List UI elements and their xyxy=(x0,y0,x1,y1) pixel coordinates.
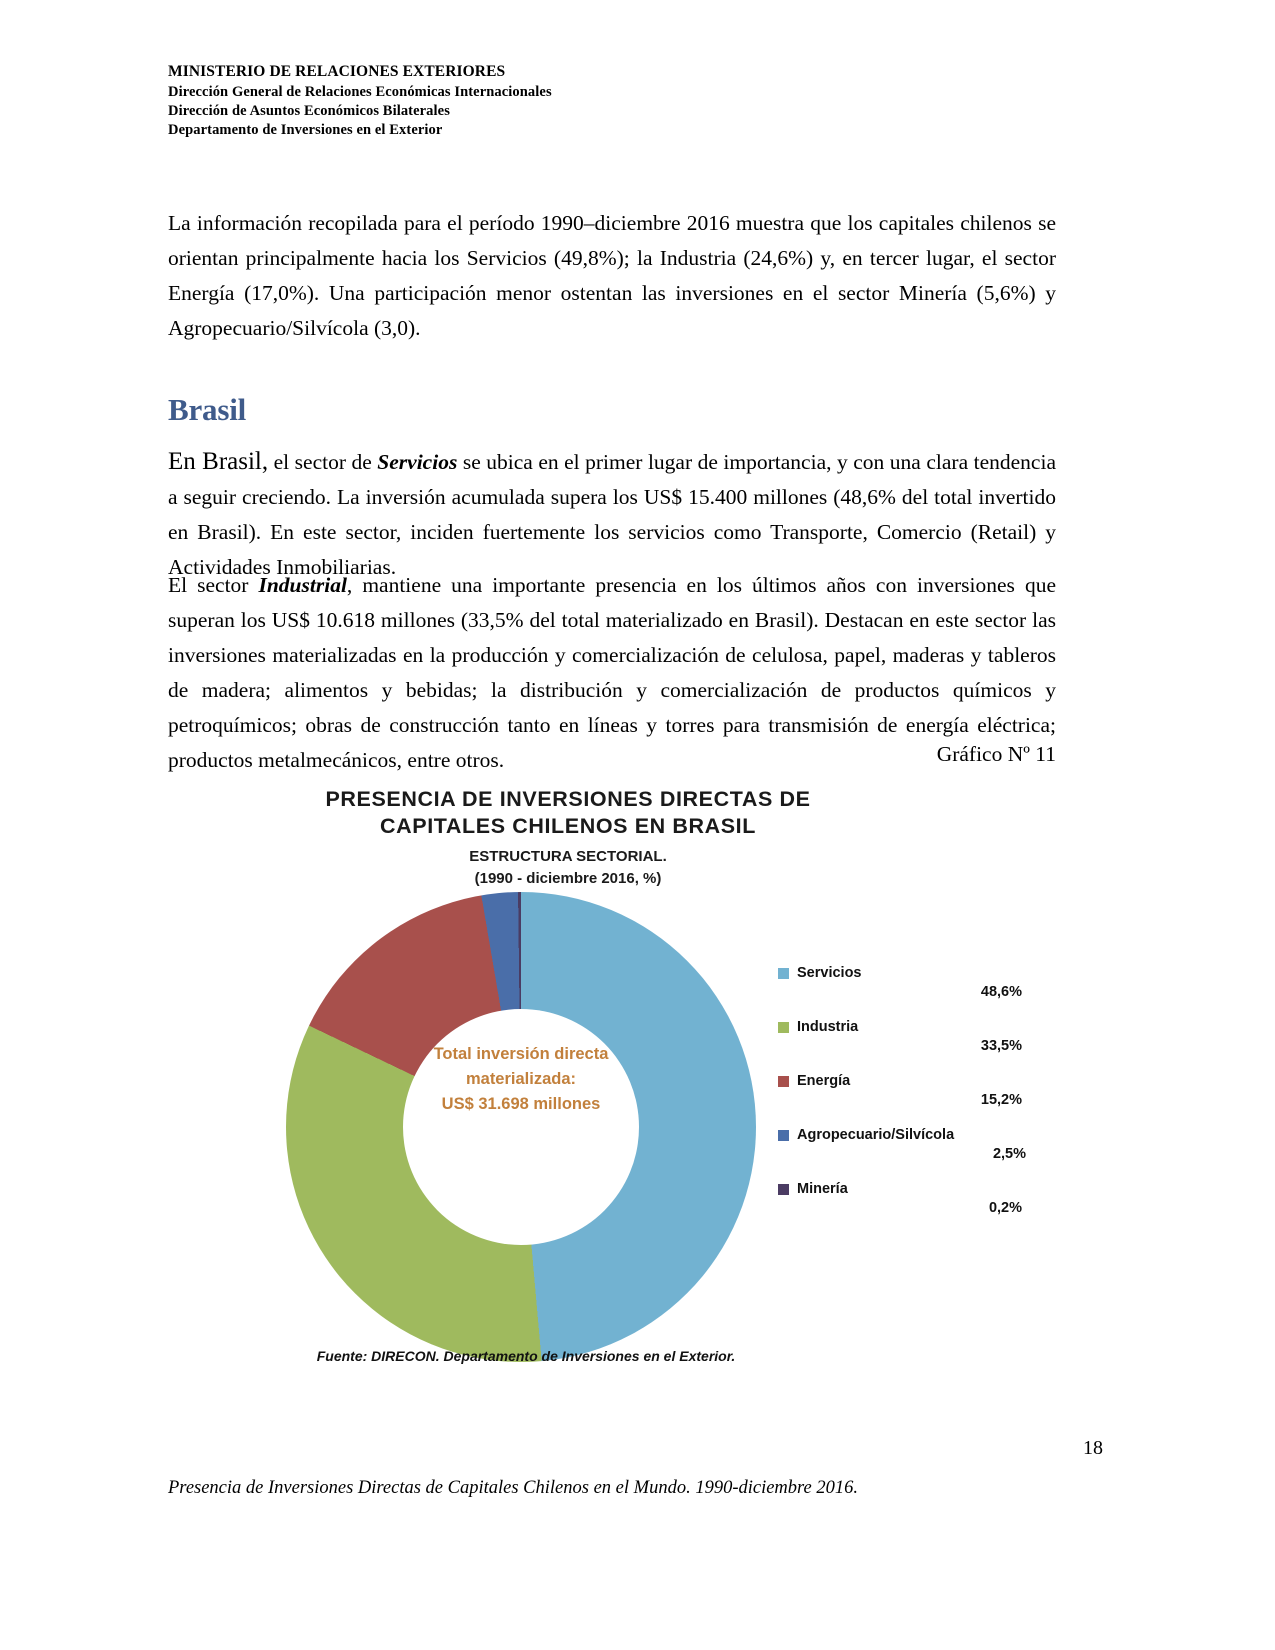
legend-swatch-icon xyxy=(778,1130,789,1141)
document-footer-note: Presencia de Inversiones Directas de Capitales Chilenos en el Mundo. 1990-diciembre 2016. xyxy=(168,1478,859,1498)
center-label-line2: materializada: xyxy=(465,1070,577,1088)
legend-label: Agropecuario/Silvícola xyxy=(797,1127,955,1143)
legend-row xyxy=(778,1018,1028,1037)
chart-title-line1: PRESENCIA DE INVERSIONES DIRECTAS DE xyxy=(325,787,811,811)
legend-value: 2,5% xyxy=(992,1146,1026,1162)
legend-value: 0,2% xyxy=(988,1200,1022,1216)
section-heading-brasil: Brasil xyxy=(168,392,247,427)
legend-swatch-icon xyxy=(778,1022,789,1033)
legend-swatch-icon xyxy=(778,1076,789,1087)
document-header xyxy=(168,62,988,140)
servicios-text-part1: el sector de xyxy=(268,450,378,474)
legend-label: Minería xyxy=(797,1181,848,1197)
header-ministry-line: MINISTERIO DE RELACIONES EXTERIORES xyxy=(168,63,506,80)
legend-label: Energía xyxy=(797,1073,851,1089)
donut-chart-figure xyxy=(240,786,1040,1376)
legend-value: 15,2% xyxy=(980,1092,1022,1108)
center-label-line3: US$ 31.698 millones xyxy=(441,1095,601,1113)
legend-row xyxy=(778,964,1028,983)
legend-value: 33,5% xyxy=(980,1038,1022,1054)
servicios-emphasis: Servicios xyxy=(377,450,458,474)
legend-label: Servicios xyxy=(797,965,862,981)
industrial-text-part1: El sector xyxy=(168,573,259,597)
legend-item[interactable] xyxy=(778,1180,1028,1218)
donut-plot-area xyxy=(286,892,766,1372)
figure-number-label: Gráfico Nº 11 xyxy=(936,742,1056,766)
chart-title xyxy=(288,786,848,840)
industrial-emphasis: Industrial xyxy=(258,573,347,597)
legend-item[interactable] xyxy=(778,964,1028,1002)
legend-row xyxy=(778,1180,1028,1199)
intro-paragraph-block xyxy=(168,206,1056,346)
legend-label: Industria xyxy=(797,1019,859,1035)
legend-item[interactable] xyxy=(778,1126,1028,1164)
servicios-paragraph xyxy=(168,444,1056,585)
intro-paragraph: La información recopilada para el período 1990–diciembre 2016 muestra que los capitales chilenos se orientan principalmente hacia los Servicios (49,8%); la Industria (24,6%) y, en tercer lugar, el sector Energía (17,0%). Una participación menor ostentan las inversiones en el sector Minería (5,6%) y Agropecuario/Silvícola (3,0). xyxy=(168,211,1056,340)
legend-item[interactable] xyxy=(778,1072,1028,1110)
legend-swatch-icon xyxy=(778,1184,789,1195)
chart-legend xyxy=(778,964,1028,1234)
chart-subtitle-line1: ESTRUCTURA SECTORIAL. xyxy=(469,848,667,865)
header-department-line: Departamento de Inversiones en el Exterior xyxy=(168,122,443,139)
header-direction-bilateral-line: Dirección de Asuntos Económicos Bilaterales xyxy=(168,102,450,119)
page-number: 18 xyxy=(1083,1437,1103,1459)
legend-swatch-icon xyxy=(778,968,789,979)
donut-center-label xyxy=(403,1042,639,1117)
legend-value: 48,6% xyxy=(980,984,1022,1000)
legend-row xyxy=(778,1126,1028,1145)
industrial-text-part2: , mantiene una importante presencia en los últimos años con inversiones que superan los US$ 10.618 millones (33,5% del total materializado en Brasil). Destacan en este sector las inversiones materializadas en la producción y comercialización de celulosa, papel, maderas y tableros de madera; alimentos y bebidas; la distribución y comercialización de productos químicos y petroquímicos; obras de construcción tanto en líneas y torres para transmisión de energía eléctrica; productos metalmecánicos, entre otros. xyxy=(168,573,1056,772)
legend-item[interactable] xyxy=(778,1018,1028,1056)
servicios-lead-text: En Brasil, xyxy=(168,448,269,475)
chart-title-line2: CAPITALES CHILENOS EN BRASIL xyxy=(380,814,756,838)
chart-source-note: Fuente: DIRECON. Departamento de Inversiones en el Exterior. xyxy=(316,1348,736,1364)
servicios-paragraph-block xyxy=(168,444,1056,585)
legend-row xyxy=(778,1072,1028,1091)
chart-subtitle-line2: (1990 - diciembre 2016, %) xyxy=(474,870,662,887)
header-direction-general-line: Dirección General de Relaciones Económicas Internacionales xyxy=(168,83,552,100)
servicios-text-part2: se ubica en el primer lugar de importancia, y con una clara tendencia a seguir creciendo. La inversión acumulada supera los US$ 15.400 millones (48,6% del total invertido en Brasil). En este sector, inciden fuertemente los servicios como Transporte, Comercio (Retail) y Actividades Inmobiliarias. xyxy=(168,450,1056,579)
center-label-line1: Total inversión directa xyxy=(433,1045,609,1063)
